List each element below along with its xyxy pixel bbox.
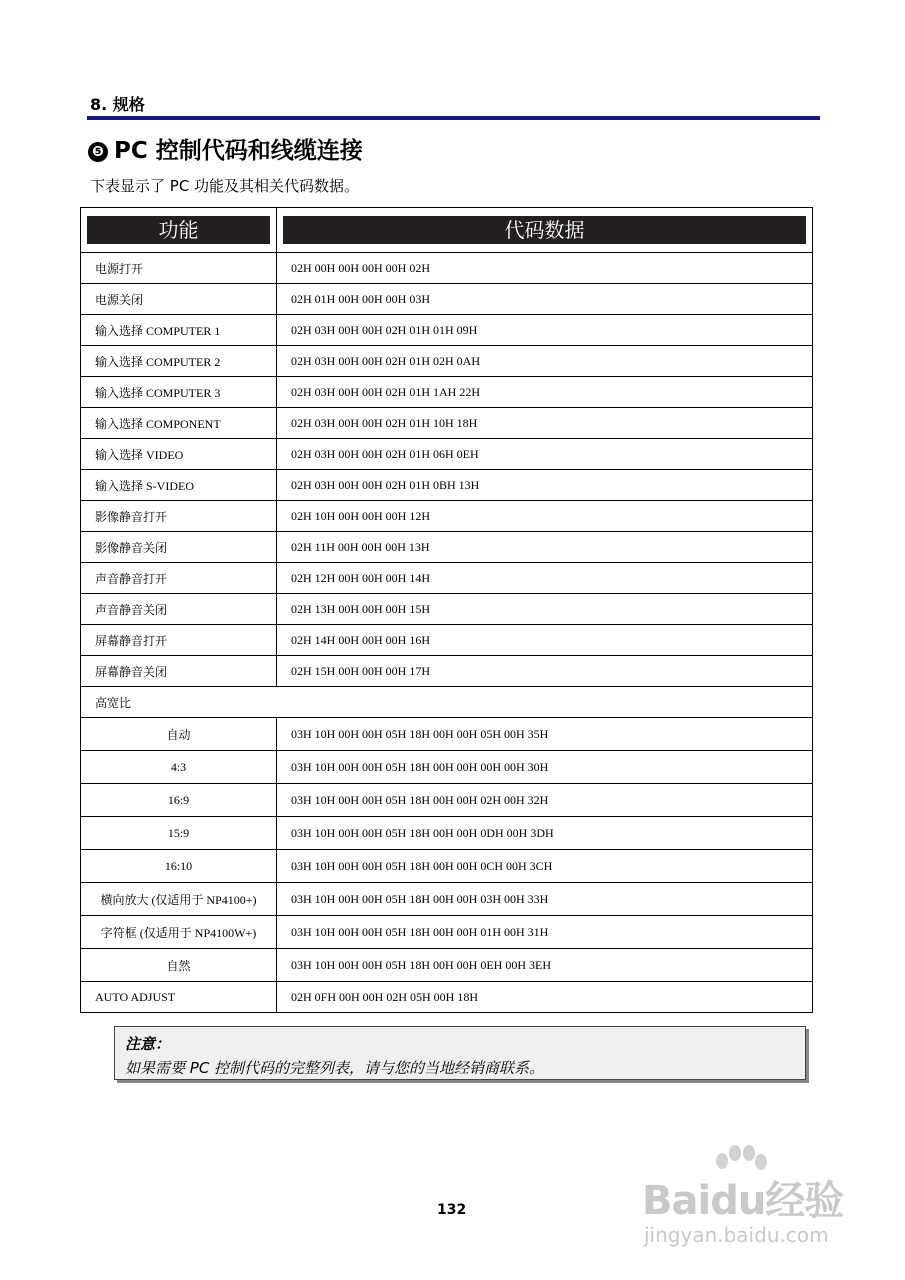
code-cell: 02H 00H 00H 00H 00H 02H bbox=[277, 253, 813, 284]
table-row bbox=[81, 594, 813, 625]
title-number-icon: ❺ bbox=[88, 142, 108, 162]
code-cell: 03H 10H 00H 00H 05H 18H 00H 00H 02H 00H 32H bbox=[277, 784, 813, 817]
code-cell: 03H 10H 00H 00H 05H 18H 00H 00H 0EH 00H 3EH bbox=[277, 949, 813, 982]
aspect-sub-row bbox=[81, 916, 813, 949]
aspect-sub-row bbox=[81, 850, 813, 883]
note-title: 注意： bbox=[125, 1035, 171, 1053]
table-row bbox=[81, 501, 813, 532]
function-cell: 电源关闭 bbox=[81, 284, 277, 315]
table-row bbox=[81, 982, 813, 1013]
code-cell: 02H 03H 00H 00H 02H 01H 02H 0AH bbox=[277, 346, 813, 377]
code-cell: 03H 10H 00H 00H 05H 18H 00H 00H 03H 00H 33H bbox=[277, 883, 813, 916]
table-row bbox=[81, 470, 813, 501]
table-row bbox=[81, 253, 813, 284]
code-cell: 02H 14H 00H 00H 00H 16H bbox=[277, 625, 813, 656]
baidu-watermark bbox=[640, 1145, 850, 1250]
function-cell: 输入选择 COMPUTER 3 bbox=[81, 377, 277, 408]
section-label: 8. 规格 bbox=[90, 95, 145, 114]
table-row bbox=[81, 439, 813, 470]
table-row bbox=[81, 656, 813, 687]
function-cell: 输入选择 VIDEO bbox=[81, 439, 277, 470]
table-row bbox=[81, 315, 813, 346]
code-cell: 02H 15H 00H 00H 00H 17H bbox=[277, 656, 813, 687]
code-cell: 02H 0FH 00H 00H 02H 05H 00H 18H bbox=[277, 982, 813, 1013]
function-cell: 声音静音关闭 bbox=[81, 594, 277, 625]
aspect-sub-row bbox=[81, 784, 813, 817]
table-row bbox=[81, 625, 813, 656]
code-cell: 02H 03H 00H 00H 02H 01H 1AH 22H bbox=[277, 377, 813, 408]
table-row bbox=[81, 346, 813, 377]
aspect-sub-row bbox=[81, 751, 813, 784]
function-cell: 影像静音关闭 bbox=[81, 532, 277, 563]
code-cell: 02H 03H 00H 00H 02H 01H 01H 09H bbox=[277, 315, 813, 346]
code-cell: 03H 10H 00H 00H 05H 18H 00H 00H 00H 00H 30H bbox=[277, 751, 813, 784]
code-cell: 02H 11H 00H 00H 00H 13H bbox=[277, 532, 813, 563]
page-title bbox=[88, 132, 363, 165]
function-cell: 输入选择 COMPONENT bbox=[81, 408, 277, 439]
function-cell: 输入选择 COMPUTER 1 bbox=[81, 315, 277, 346]
aspect-sub-row bbox=[81, 817, 813, 850]
function-cell: 字符框 (仅适用于 NP4100W+) bbox=[81, 916, 277, 949]
table-row bbox=[81, 532, 813, 563]
table-row bbox=[81, 284, 813, 315]
code-cell: 02H 12H 00H 00H 00H 14H bbox=[277, 563, 813, 594]
code-cell: 02H 13H 00H 00H 00H 15H bbox=[277, 594, 813, 625]
table-row bbox=[81, 408, 813, 439]
function-cell: 自动 bbox=[81, 718, 277, 751]
table-row bbox=[81, 377, 813, 408]
aspect-sub-row bbox=[81, 883, 813, 916]
function-cell: 影像静音打开 bbox=[81, 501, 277, 532]
function-cell: 声音静音打开 bbox=[81, 563, 277, 594]
code-cell: 02H 03H 00H 00H 02H 01H 10H 18H bbox=[277, 408, 813, 439]
function-cell: 15:9 bbox=[81, 817, 277, 850]
section-rule bbox=[87, 116, 820, 120]
code-cell: 03H 10H 00H 00H 05H 18H 00H 00H 0CH 00H 3CH bbox=[277, 850, 813, 883]
code-cell: 03H 10H 00H 00H 05H 18H 00H 00H 0DH 00H 3DH bbox=[277, 817, 813, 850]
watermark-url: jingyan.baidu.com bbox=[644, 1223, 829, 1247]
function-cell: 16:9 bbox=[81, 784, 277, 817]
note-box bbox=[114, 1026, 806, 1080]
page-number: 132 bbox=[437, 1202, 467, 1218]
section-header bbox=[87, 92, 820, 120]
aspect-group-row bbox=[81, 687, 813, 718]
function-cell: 屏幕静音打开 bbox=[81, 625, 277, 656]
function-cell: 高宽比 bbox=[81, 687, 813, 718]
aspect-sub-row bbox=[81, 949, 813, 982]
note-text: 如果需要 PC 控制代码的完整列表，请与您的当地经销商联系。 bbox=[125, 1059, 545, 1077]
code-header-cell bbox=[277, 208, 813, 253]
intro-text: 下表显示了 PC 功能及其相关代码数据。 bbox=[90, 177, 360, 195]
code-header: 代码数据 bbox=[283, 216, 806, 244]
table-row bbox=[81, 563, 813, 594]
function-cell: 横向放大 (仅适用于 NP4100+) bbox=[81, 883, 277, 916]
code-cell: 02H 03H 00H 00H 02H 01H 06H 0EH bbox=[277, 439, 813, 470]
function-header-cell bbox=[81, 208, 277, 253]
pc-control-code-table bbox=[80, 207, 813, 1013]
function-cell: 输入选择 COMPUTER 2 bbox=[81, 346, 277, 377]
function-cell: 16:10 bbox=[81, 850, 277, 883]
code-cell: 02H 01H 00H 00H 00H 03H bbox=[277, 284, 813, 315]
title-text: PC 控制代码和线缆连接 bbox=[114, 138, 363, 164]
function-cell: 电源打开 bbox=[81, 253, 277, 284]
function-cell: 屏幕静音关闭 bbox=[81, 656, 277, 687]
code-cell: 03H 10H 00H 00H 05H 18H 00H 00H 05H 00H 35H bbox=[277, 718, 813, 751]
code-cell: 02H 03H 00H 00H 02H 01H 0BH 13H bbox=[277, 470, 813, 501]
aspect-sub-row bbox=[81, 718, 813, 751]
watermark-logo: Baidu经验 bbox=[642, 1178, 844, 1224]
code-cell: 03H 10H 00H 00H 05H 18H 00H 00H 01H 00H 31H bbox=[277, 916, 813, 949]
code-cell: 02H 10H 00H 00H 00H 12H bbox=[277, 501, 813, 532]
table-header-row bbox=[81, 208, 813, 253]
function-cell: 4:3 bbox=[81, 751, 277, 784]
function-header: 功能 bbox=[87, 216, 270, 244]
function-cell: AUTO ADJUST bbox=[81, 982, 277, 1013]
function-cell: 自然 bbox=[81, 949, 277, 982]
function-cell: 输入选择 S-VIDEO bbox=[81, 470, 277, 501]
